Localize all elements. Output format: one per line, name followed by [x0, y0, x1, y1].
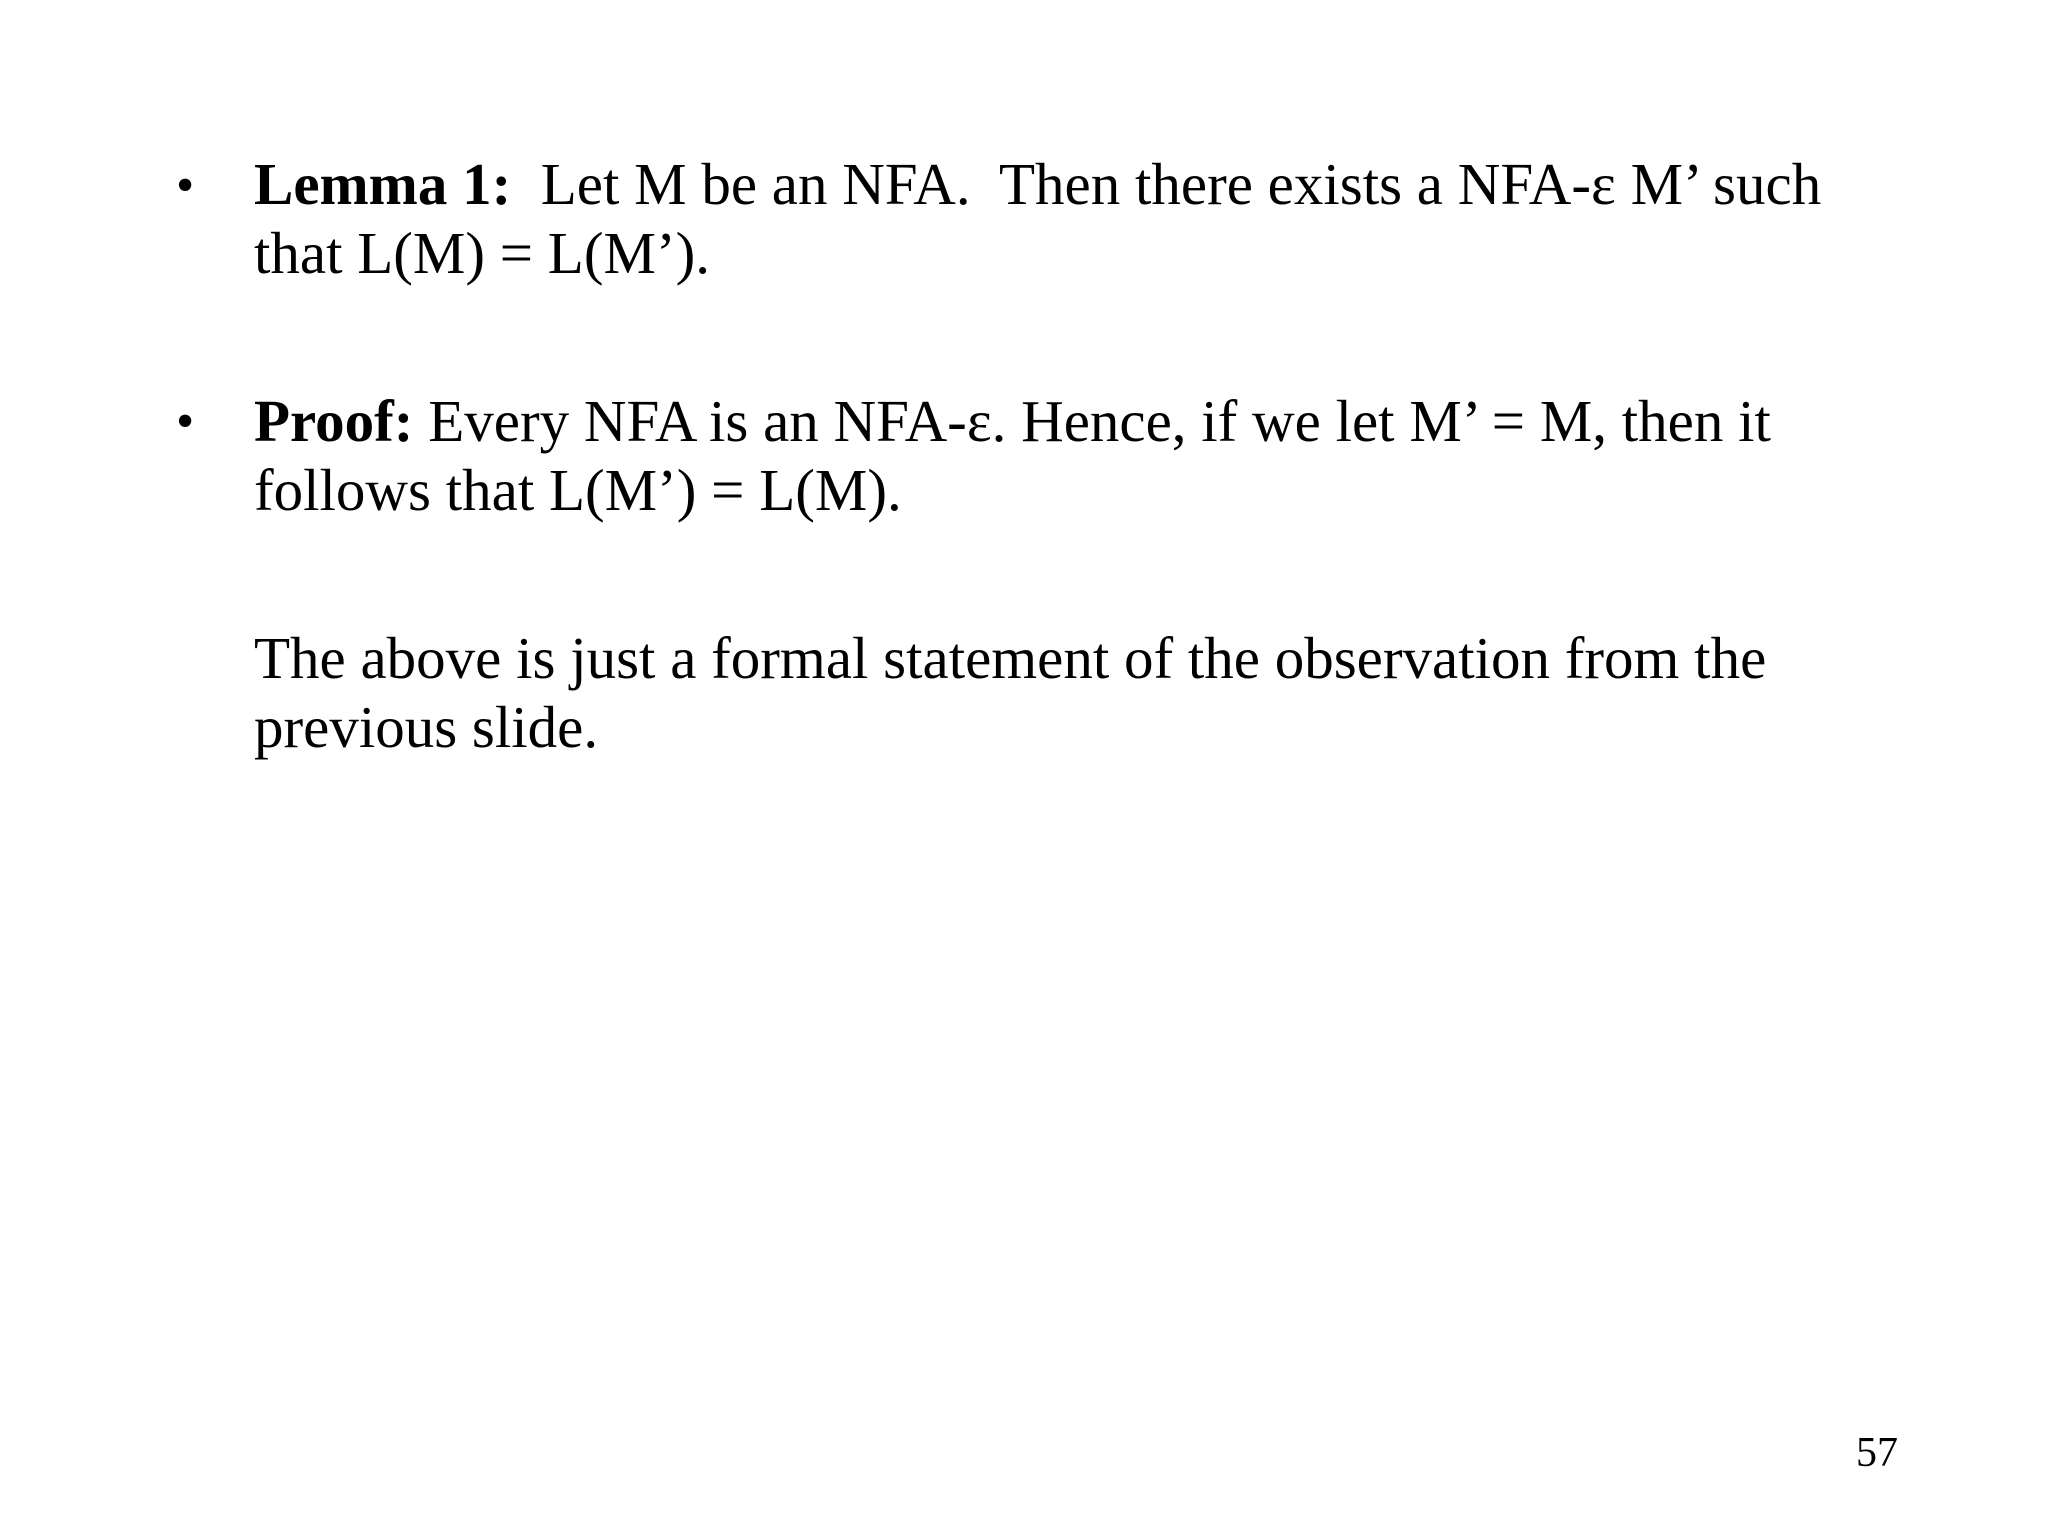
remark-line-2: previous slide. — [254, 694, 599, 760]
proof-line-1 — [254, 387, 1874, 456]
proof-text-1: Every NFA is an NFA-ε. Hence, if we let M’ = M, then it — [413, 388, 1771, 454]
page-number: 57 — [1856, 1430, 1898, 1476]
bullet-proof: • — [176, 393, 195, 450]
remark-line-1: The above is just a formal statement of the observation from the — [254, 625, 1767, 691]
lemma-text-1: Let M be an NFA. Then there exists a NFA-ε M’ such — [511, 151, 1822, 217]
proof-line-2: follows that L(M’) = L(M). — [254, 457, 902, 523]
lemma-paragraph — [254, 150, 1874, 288]
lemma-line-1 — [254, 150, 1874, 219]
proof-label: Proof: — [254, 388, 414, 454]
proof-paragraph — [254, 387, 1874, 525]
remark-paragraph — [254, 624, 1874, 762]
bullet-lemma: • — [176, 157, 195, 214]
lemma-line-2: that L(M) = L(M’). — [254, 220, 710, 286]
lemma-label: Lemma 1: — [254, 151, 512, 217]
